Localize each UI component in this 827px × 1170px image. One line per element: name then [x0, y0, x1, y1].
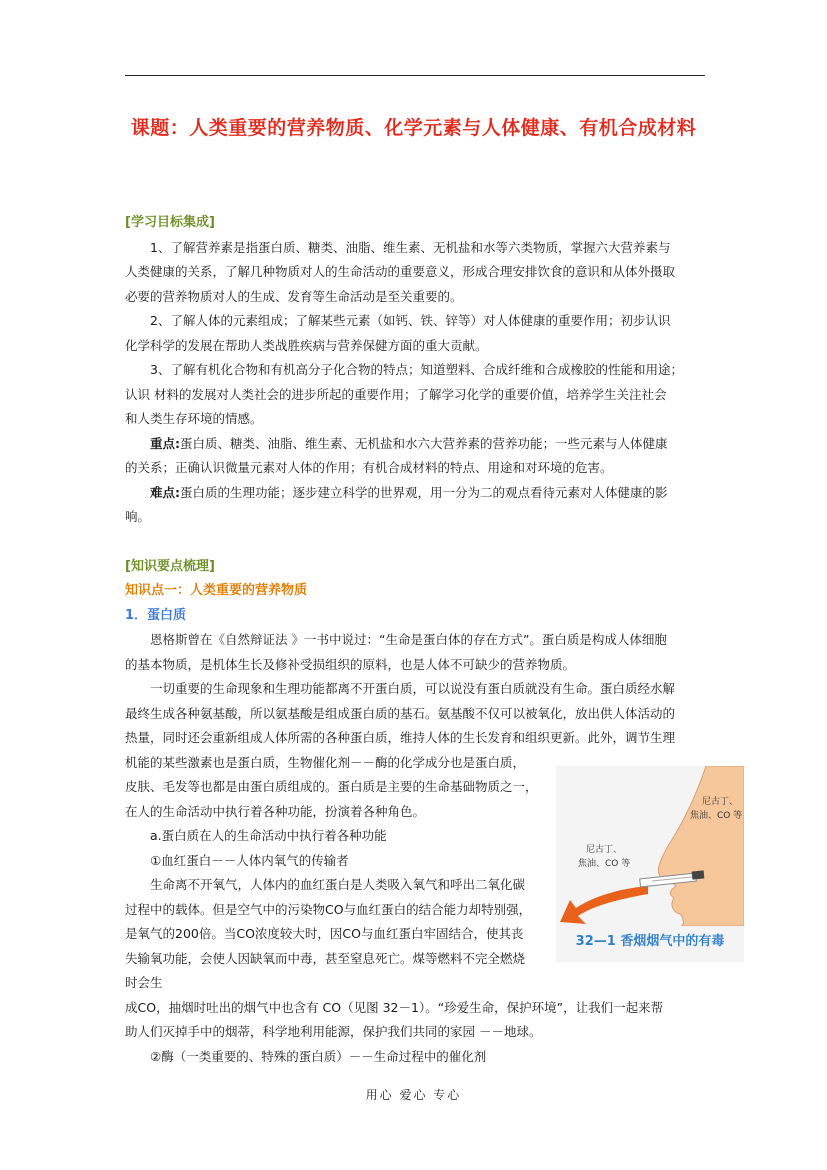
goal-line: 人类健康的关系，了解几种物质对人的生命活动的重要意义，形成合理安排饮食的意识和从体外摄取 [125, 264, 676, 279]
paragraph-line: 热量，同时还会重新组成人体所需的各种蛋白质，维持人体的生长发育和组织更新。此外，调节生理 [125, 730, 676, 745]
paragraph-line: 成CO，抽烟时吐出的烟气中也含有 CO（见图 32－1）。“珍爱生命，保护环境”，让我们一起来帮 [125, 999, 664, 1015]
difficulty-text: 蛋白质的生理功能；逐步建立科学的世界观，用一分为二的观点看待元素对人体健康的影 [180, 484, 668, 500]
paragraph-line: 机能的某些激素也是蛋白质，生物催化剂－－酶的化学成分也是蛋白质， [125, 754, 526, 770]
goal-line: 化学科学的发展在帮助人类战胜疾病与营养保健方面的重大贡献。 [125, 337, 488, 353]
header-rule [125, 75, 705, 76]
key-points-text: 蛋白质、糖类、油脂、维生素、无机盐和水六大营养素的营养功能；一些元素与人体健康 [180, 435, 668, 451]
goal-line: 1、了解营养素是指蛋白质、糖类、油脂、维生素、无机盐和水等六类物质，掌握六大营养素与 [150, 239, 671, 255]
goal-line: 和人类生存环境的情感。 [125, 411, 263, 426]
section-heading-goals: [学习目标集成] [125, 215, 215, 230]
goal-line: 2、了解人体的元素组成；了解某些元素（如钙、铁、锌等）对人体健康的重要作用；初步认识 [150, 313, 671, 328]
list-item-enzyme: ②酶（一类重要的、特殊的蛋白质）－－生命过程中的催化剂 [150, 1048, 487, 1064]
paragraph-line: 过程中的载体。但是空气中的污染物CO与血红蛋白的结合能力却特别强， [125, 901, 532, 917]
paragraph-line: 恩格斯曾在《自然辩证法 》一书中说过：“生命是蛋白体的存在方式”。蛋白质是构成人体细胞 [150, 632, 667, 647]
smoking-illustration [556, 766, 744, 926]
face-profile-shape [658, 766, 744, 926]
paragraph-line: 是氧气的200倍。当CO浓度较大时，因CO与血红蛋白牢固结合，使其丧 [125, 926, 524, 941]
paragraph-line: 最终生成各种氨基酸，所以氨基酸是组成蛋白质的基石。氨基酸不仅可以被氧化，放出供人体活动的 [125, 705, 676, 721]
figure-label-left: 尼古丁、 [586, 845, 623, 855]
page-title: 课题：人类重要的营养物质、化学元素与人体健康、有机合成材料 [130, 117, 697, 139]
smoking-figure [556, 766, 744, 962]
paragraph-line: 生命离不开氧气，人体内的血红蛋白是人类吸入氧气和呼出二氧化碳 [150, 877, 526, 892]
smoke-arrow-shape [560, 886, 648, 924]
paragraph-line: 助人们灭掉手中的烟蒂，科学地利用能源，保护我们共同的家园 －－地球。 [125, 1024, 542, 1039]
figure-label-top: 尼古丁、 [702, 797, 739, 807]
paragraph-line: 时会生 [125, 975, 163, 990]
paragraph-line: 一切重要的生命现象和生理功能都离不开蛋白质，可以说没有蛋白质就没有生命。蛋白质经水解 [150, 681, 676, 696]
list-item-hemoglobin: ①血红蛋白－－人体内氧气的传输者 [150, 852, 349, 868]
subsection-heading-protein: 1．蛋白质 [125, 607, 187, 623]
paragraph-line: 的基本物质，是机体生长及修补受损组织的原料，也是人体不可缺少的营养物质。 [125, 656, 576, 672]
key-points-cont: 的关系；正确认识微量元素对人体的作用；有机合成材料的特点、用途和对环境的危害。 [125, 460, 613, 475]
figure-label-top-2: 焦油、CO 等 [690, 811, 743, 821]
difficulty-cont: 响。 [125, 509, 151, 524]
goal-line: 3、了解有机化合物和有机高分子化合物的特点；知道塑料、合成纤维和合成橡胶的性能和用途； [150, 362, 683, 377]
difficulty [125, 481, 705, 506]
figure-label-left-2: 焦油、CO 等 [578, 859, 631, 869]
paragraph-line: 在人的生命活动中执行着各种功能，扮演着各种角色。 [125, 803, 426, 819]
section-heading-knowledge: [知识要点梳理] [125, 558, 215, 574]
page-footer: 用心 爱心 专心 [365, 1088, 462, 1102]
figure-caption: 32—1 香烟烟气中的有毒 [575, 934, 725, 949]
key-points [125, 432, 705, 457]
key-points-label: 重点: [150, 435, 180, 451]
goal-line: 必要的营养物质对人的生成、发育等生命活动是至关重要的。 [125, 288, 463, 304]
difficulty-label: 难点: [150, 484, 180, 500]
goal-line: 认识 材料的发展对人类社会的进步所起的重要作用；了解学习化学的重要价值，培养学生关注社会 [125, 386, 667, 402]
knowledge-point-heading: 知识点一：人类重要的营养物质 [125, 583, 308, 598]
list-item-a: a.蛋白质在人的生命活动中执行着各种功能 [150, 828, 387, 843]
paragraph-line: 皮肤、毛发等也都是由蛋白质组成的。蛋白质是主要的生命基础物质之一， [125, 779, 538, 794]
paragraph-line: 失输氧功能，会使人因缺氧而中毒，甚至窒息死亡。煤等燃料不完全燃烧 [125, 950, 526, 966]
